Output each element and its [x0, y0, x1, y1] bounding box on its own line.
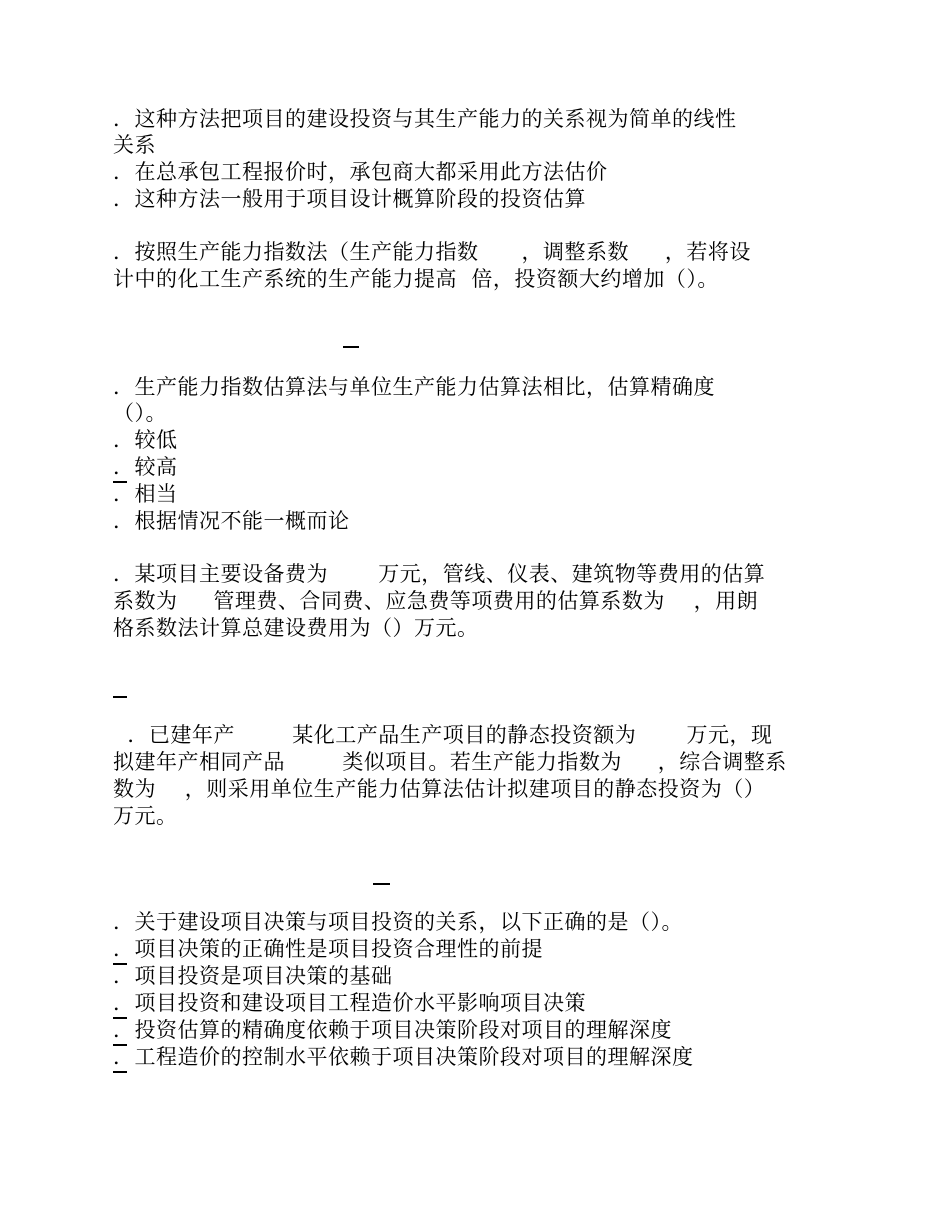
question-stem: ．按照生产能力指数法（生产能力指数 ，调整系数 ，若将设: [113, 240, 751, 264]
option-b: ．项目投资是项目决策的基础: [113, 964, 393, 988]
question-stem: ．关于建设项目决策与项目投资的关系，以下正确的是（）。: [113, 910, 683, 934]
question-stem: 万元。: [113, 804, 178, 828]
option-b: ．较高: [113, 455, 178, 479]
option-d: ．投资估算的精确度依赖于项目决策阶段对项目的理解深度: [113, 1018, 672, 1042]
answer-mark: [343, 346, 359, 348]
option-c: ．相当: [113, 482, 178, 506]
option-text: ．这种方法把项目的建设投资与其生产能力的关系视为简单的线性: [113, 107, 737, 131]
question-stem: ．某项目主要设备费为 万元，管线、仪表、建筑物等费用的估算: [113, 562, 766, 586]
question-stem: 格系数法计算总建设费用为（）万元。: [113, 616, 479, 640]
question-stem: 数为 ，则采用单位生产能力估算法估计拟建项目的静态投资为（）: [113, 777, 766, 801]
question-stem: ．已建年产 某化工产品生产项目的静态投资额为 万元，现: [113, 723, 773, 747]
option-e: ．工程造价的控制水平依赖于项目决策阶段对项目的理解深度: [113, 1045, 694, 1069]
option-a: ．较低: [113, 428, 178, 452]
option-d: ．根据情况不能一概而论: [113, 509, 350, 533]
question-stem: ．生产能力指数估算法与单位生产能力估算法相比，估算精确度: [113, 375, 715, 399]
question-stem: 计中的化工生产系统的生产能力提高 倍，投资额大约增加（）。: [113, 267, 719, 291]
question-stem: 拟建年产相同产品 类似项目。若生产能力指数为 ，综合调整系: [113, 750, 787, 774]
option-a: ．项目决策的正确性是项目投资合理性的前提: [113, 937, 543, 961]
question-stem: 系数为 管理费、合同费、应急费等项费用的估算系数为 ，用朗: [113, 589, 759, 613]
answer-mark: [113, 1071, 127, 1073]
answer-mark: [113, 696, 127, 698]
option-text: ．这种方法一般用于项目设计概算阶段的投资估算: [113, 187, 586, 211]
option-text: 关系: [113, 133, 156, 157]
question-stem: （）。: [113, 401, 167, 425]
answer-mark: [373, 883, 390, 885]
option-c: ．项目投资和建设项目工程造价水平影响项目决策: [113, 991, 586, 1015]
option-text: ．在总承包工程报价时，承包商大都采用此方法估价: [113, 160, 608, 184]
